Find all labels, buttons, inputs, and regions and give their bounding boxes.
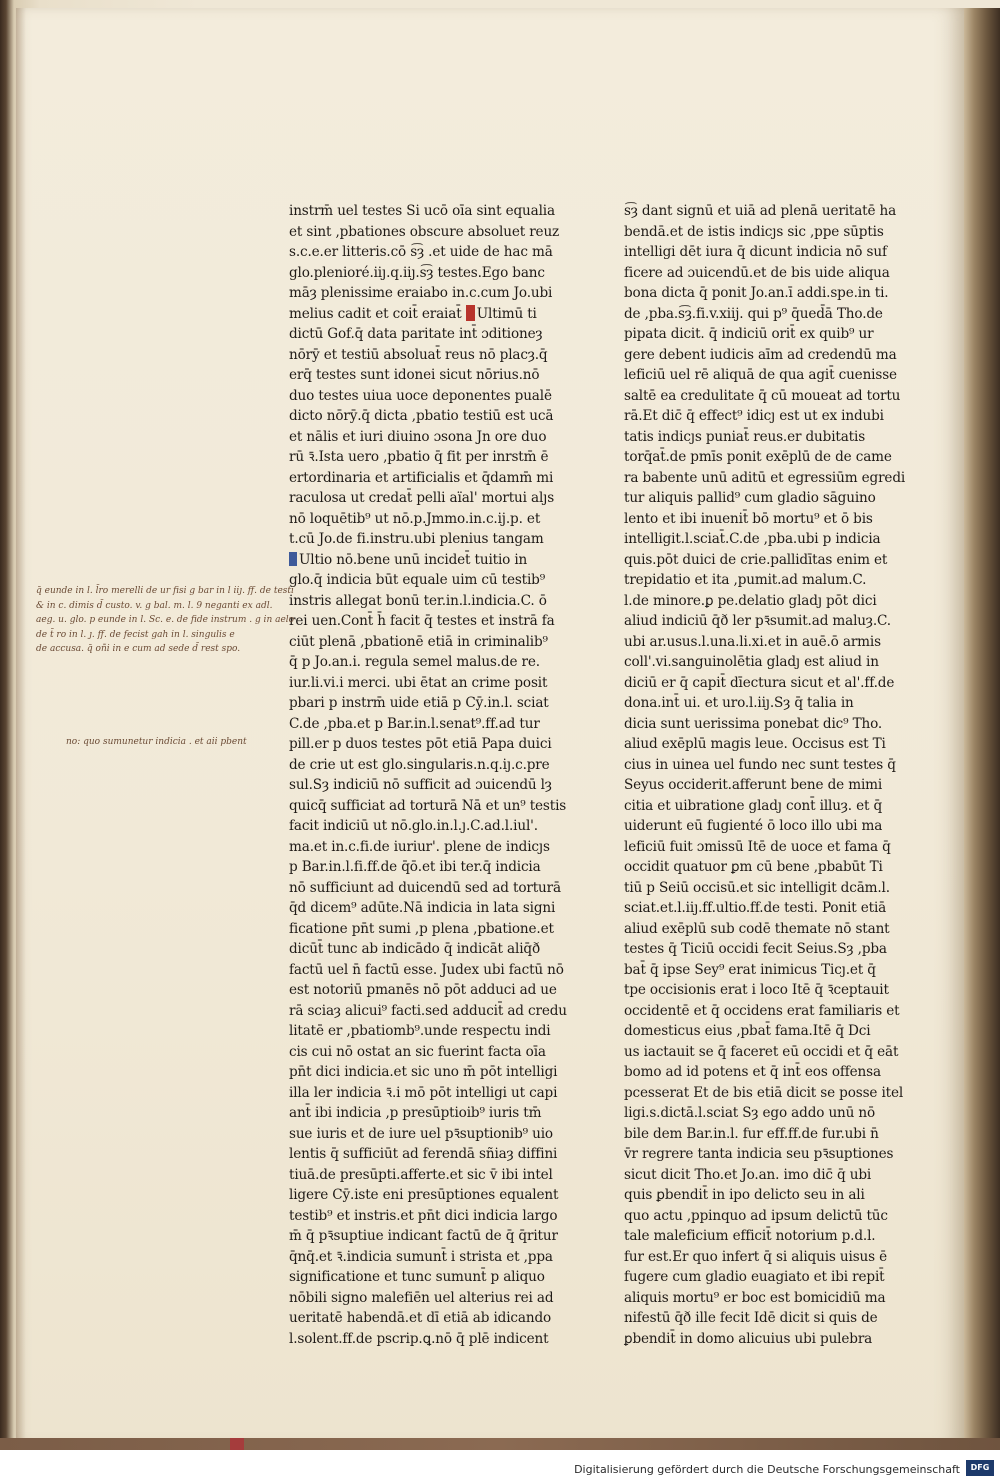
- text-line: illa ler indicia ꝛ̄.i mō pōt intelligi ut capi: [289, 1084, 558, 1101]
- text-line: ficere ad ɔuicendū.et de bis uide aliqua: [624, 264, 890, 281]
- text-line: et sint ,pbationes obscure absoluet reuz: [289, 223, 560, 240]
- text-line: m̄ q̄ pꝛ̄suptiue indicant factū de q̄ q̄ritur: [289, 1228, 558, 1244]
- text-line: l.de minore.ꝑ pe.delatio gladȷ pōt dici: [624, 592, 877, 609]
- text-line: sul.Sȝ indiciū nō sufficit ad ɔuicendū lȝ: [289, 777, 552, 793]
- text-line: cis cui nō ostat an sic fuerint facta oīa: [289, 1043, 546, 1060]
- page-edge: [964, 8, 1000, 1444]
- text-line: tatis indicȷs puniat̄ reus.er dubitatis: [624, 428, 866, 445]
- marginal-annotation-short: no: quo sumunetur indicia . et aii pbent: [66, 737, 247, 747]
- text-line: duo testes uiua uoce deponentes pualē: [289, 387, 552, 404]
- text-line: dicūt̄ tunc ab indicādo q̄ indicāt aliq̄ð: [289, 941, 540, 957]
- annotation-line: q̄ eunde in l. l̄ro merelli de ur fisi g bar in l iiȷ. ff. de testi: [36, 586, 294, 596]
- text-line: aliud exēplū sub codē themate nō stant: [624, 920, 890, 937]
- text-line: testib⁹ et instris.et pn̄t dici indicia largo: [289, 1207, 558, 1224]
- text-line: ma.et in.c.fi.de iuriur'. plene de indicȷs: [289, 838, 550, 855]
- text-line: q̄ p Jo.an.i. regula semel malus.de re.: [289, 654, 540, 670]
- text-line: ciūt plenā ,pbationē etiā in criminalib⁹: [289, 633, 548, 650]
- text-line: pill.er p duos testes pōt etiā Papa duici: [289, 736, 552, 752]
- text-line: bat̄ q̄ ipse Sey⁹ erat inimicus Ticȷ.et q̄: [624, 961, 876, 978]
- text-line: aliquis mortu⁹ er boc est bomicidiū ma: [624, 1289, 886, 1306]
- text-line: pn̄t dici indicia.et sic uno m̄ pōt intelligi: [289, 1064, 558, 1080]
- text-line: quis ꝑbendit̄ in ipo delicto seu in ali: [624, 1187, 865, 1203]
- binding-red-stripe: [230, 1438, 244, 1450]
- blue-initial-mark: [289, 552, 297, 566]
- text-line: lento et ibi inuenit̄ bō mortu⁹ et ō bis: [624, 510, 873, 527]
- text-line: pipata dicit. q̄ indiciū orit̄ ex quib⁹ ur: [624, 326, 874, 342]
- text-line: māȝ plenissime eraiabo in.c.cum Jo.ubi: [289, 285, 553, 301]
- text-line: tiuā.de presūpti.afferte.et sic v̄ ibi intel: [289, 1166, 553, 1183]
- text-line: de crie ut est glo.singularis.n.q.iȷ.c.pre: [289, 756, 550, 773]
- text-line: quicq̄ sufficiat ad torturā Nā et un⁹ testis: [289, 797, 567, 814]
- text-line: sciat.et.l.iiȷ.ff.ultio.ff.de testi. Ponit etiā: [624, 900, 887, 916]
- text-line: C.de ,pba.et p Bar.in.l.senat⁹.ff.ad tur: [289, 715, 540, 732]
- text-line: dona.int̄ ui. et uro.l.iiȷ.Sȝ q̄ talia in: [624, 695, 854, 711]
- text-line: dictū Gof.q̄ data paritate int̄ ɔditioneȝ: [289, 326, 543, 342]
- text-line: ligere Cȳ.iste eni presūptiones equalent: [289, 1187, 559, 1203]
- text-line: gere debent iudicis aīm ad credendū ma: [624, 346, 897, 363]
- text-line: ꝑbendit̄ in domo alicuius ubi pulebra: [624, 1330, 873, 1347]
- text-line: occidentē et q̄ occidens erat familiaris et: [624, 1002, 900, 1019]
- text-line: aliud exēplū magis leue. Occisus est Ti: [624, 736, 886, 752]
- text-line: rā sciaȝ alicui⁹ facti.sed adducit̄ ad credu: [289, 1002, 567, 1019]
- text-line: de ,pba.s͡ȝ.fi.v.xiij. qui p⁹ q̄ued̄ā Tho.de: [624, 305, 883, 322]
- text-line: facit indiciū ut nō.glo.in.l.ȷ.C.ad.l.iul'.: [289, 818, 538, 834]
- text-line: s͡ȝ dant signū et uiā ad plenā ueritatē ha: [624, 203, 897, 219]
- text-line: aliud indiciū q̄ð ler pꝛ̄sumit.ad maluȝ.C.: [624, 613, 891, 629]
- text-line: ubi ar.usus.l.una.li.xi.et in auē.ō armis: [624, 633, 881, 650]
- text-line: saltē ea credulitate q̄ cū moueat ad tortu: [624, 387, 901, 404]
- text-line: quo actu ,ppinquo ad ipsum delictū tūc: [624, 1207, 888, 1224]
- text-line: p Bar.in.l.fi.ff.de q̄ō.et ibi ter.q̄ indicia: [289, 859, 541, 875]
- text-line: ra babente unū aditū et egressiūm egredi: [624, 469, 906, 486]
- text-line: s.c.e.er litteris.cō s͡ȝ .et uide de hac mā: [289, 244, 553, 260]
- text-line: tpe occisionis erat i loco Itē q̄ ꝛ̄ceptauit: [624, 982, 889, 998]
- text-line: ueritatē habendā.et dī etiā ab idicando: [289, 1310, 552, 1326]
- text-line: instrm̄ uel testes Si ucō oīa sint equalia: [289, 203, 555, 219]
- text-line: ant̄ ibi indicia ,p presūptioib⁹ iuris tm̄: [289, 1105, 542, 1121]
- text-line: fugere cum gladio euagiato et ibi repit̄: [624, 1269, 885, 1285]
- annotation-line: de accusa. q̄ oñi in e cum ad sede d̄ rest spo.: [36, 644, 241, 654]
- text-line: rei uen.Cont̄ h̄ facit q̄ testes et instrā fa: [289, 613, 555, 629]
- text-line: quis.pōt duici de crie.pallidītas enim et: [624, 551, 888, 568]
- text-line: domesticus eius ,pbat̄ fama.Itē q̄ Dci: [624, 1023, 871, 1039]
- text-line: Ultio nō.bene unū incidet̄ tuitio in: [289, 550, 529, 571]
- text-line: nō sufficiunt ad duicendū sed ad torturā: [289, 879, 561, 896]
- text-line: v̄r regrere tanta indicia seu pꝛ̄suptiones: [624, 1146, 894, 1162]
- text-line: us iactauit se q̄ faceret eū occidi et q̄ eāt: [624, 1043, 899, 1060]
- dfg-logo: DFG: [966, 1460, 994, 1476]
- annotation-line: & in c. dimis d̄ custo. v. g bal. m. l. 9 neganti ex adl.: [36, 600, 273, 611]
- funding-credit: Digitalisierung gefördert durch die Deutsche Forschungsgemeinschaft: [574, 1463, 960, 1476]
- text-line: fur est.Er quo infert q̄ si aliquis uisus ē: [624, 1248, 888, 1265]
- red-initial-mark: [466, 305, 475, 321]
- text-line: iur.li.vi.i merci. ubi ētat an crime posit: [289, 674, 548, 691]
- text-line: q̄d dicem⁹ adūte.Nā indicia in lata signi: [289, 900, 556, 916]
- text-line: occidit quatuor ꝑm cū bene ,pbabūt Ti: [624, 859, 883, 875]
- text-line: bile dem Bar.in.l. fur eff.ff.de fur.ubi n̄: [624, 1125, 879, 1142]
- text-line: intelligit.l.sciat̄.C.de ,pba.ubi p indicia: [624, 531, 881, 547]
- text-line: bendā.et de istis indicȷs sic ,ppe sūptis: [624, 223, 884, 240]
- text-line: ficatione pn̄t sumi ,p plena ,pbatione.et: [289, 920, 554, 937]
- text-line: glo.q̄ indicia būt equale uim cū testib⁹: [289, 572, 546, 588]
- text-line: et nālis et iuri diuino ɔsona Jn ore duo: [289, 428, 547, 445]
- marginal-annotation: [36, 584, 295, 657]
- text-column-right: [624, 201, 906, 1349]
- text-line: diciū er q̄ capit̄ dīectura sicut et al'.ff.de: [624, 674, 895, 691]
- text-line: tale maleficium efficit̄ notorium p.d.l.: [624, 1228, 876, 1244]
- annotation-line: aeg. u. glo. p eunde in l. Sc. e. de fide instrum . g in aelo: [36, 615, 295, 625]
- text-line: pcesserat Et de bis etiā dicit se posse itel: [624, 1084, 904, 1101]
- text-line: q̄nq̄.et ꝛ̄.indicia sumunt̄ i strista et ,ppa: [289, 1248, 553, 1265]
- text-line: pbari p instrm̄ uide etiā p Cȳ.in.l. sciat: [289, 695, 549, 711]
- text-line: sicut dicit Tho.et Jo.an. imo dic̄ q̄ ubi: [624, 1166, 872, 1183]
- text-line: sue iuris et de iure uel pꝛ̄suptionib⁹ uio: [289, 1125, 553, 1142]
- text-line: testes q̄ Ticiū occidi fecit Seius.Sȝ ,pba: [624, 941, 887, 957]
- text-line: nō loquētib⁹ ut nō.p.Jmmo.in.c.ij.p. et: [289, 510, 541, 527]
- text-line: rū ꝛ̄.Ista uero ,pbatio q̄ fit per inrstm̄ ē: [289, 449, 549, 465]
- text-line: leficiū uel rē aliquā de qua agit̄ cuenisse: [624, 367, 897, 383]
- text-line: est notoriū pmanēs nō pōt adduci ad ue: [289, 982, 557, 998]
- text-line: dicto nōrȳ.q̄ dicta ,pbatio testiū est ucā: [289, 408, 554, 424]
- text-line: citia et uibratione gladȷ cont̄ illuȝ. et q̄: [624, 797, 883, 814]
- text-line: coll'.vi.sanguinolētia gladȷ est aliud in: [624, 654, 879, 670]
- text-line: dicia sunt uerissima ponebat dic⁹ Tho.: [624, 715, 883, 732]
- text-line: ligi.s.dictā.l.sciat Sȝ ego addo unū nō: [624, 1105, 876, 1121]
- text-line: cius in uinea uel fundo nec sunt testes q̄: [624, 756, 896, 773]
- text-line: raculosa ut credat̄ pelli aïal' mortui alȷs: [289, 490, 555, 506]
- book-binding: [0, 1438, 1000, 1450]
- text-line: glo.plenioré.iiȷ.q.iiȷ.s͡ȝ testes.Ego banc: [289, 264, 545, 281]
- text-line: t.cū Jo.de fi.instru.ubi plenius tangam: [289, 531, 544, 547]
- text-line: nifestū q̄ð ille fecit Idē dicit si quis de: [624, 1310, 878, 1326]
- text-line: uiderunt eū fugienté ō loco illo ubi ma: [624, 818, 883, 834]
- text-line: torq̄at̄.de pmīs ponit exēplū de de came: [624, 449, 892, 465]
- text-column-left: [289, 201, 567, 1349]
- text-line: factū uel n̄ factū esse. Judex ubi factū nō: [289, 961, 564, 978]
- text-line: Seyus occiderit.afferunt bene de mimi: [624, 777, 883, 793]
- text-line: nōrȳ et testiū absoluat̄ reus nō placȝ.q̄: [289, 346, 548, 363]
- text-line: litatē er ,pbatiomb⁹.unde respectu indi: [289, 1023, 551, 1039]
- text-line: l.solent.ff.de pscrip.ꝗ.nō q̄ plē indicent: [289, 1330, 549, 1347]
- text-line: tiū p Seiū occisū.et sic intelligit dcām.l.: [624, 879, 890, 896]
- text-line: lentis q̄ sufficiūt ad ferendā sñiaȝ diffini: [289, 1146, 558, 1162]
- text-line: melius cadit et coit̄ eraiat̄ Ultimū ti: [289, 305, 537, 322]
- text-line: leficiū fuit ɔmissū Itē de uoce et fama q̄: [624, 838, 891, 855]
- text-line: rā.Et dic̄ q̄ effect⁹ idicȷ est ut ex indubi: [624, 408, 884, 424]
- text-line: instris allegat bonū ter.in.l.indicia.C. ō: [289, 592, 547, 609]
- text-line: tur aliquis pallid⁹ cum gladio sāguino: [624, 490, 876, 506]
- text-line: ertordinaria et artificialis et q̄damm̄ mi: [289, 469, 554, 486]
- text-line: bomo ad id potens et q̄ int̄ eos offensa: [624, 1064, 881, 1080]
- text-line: intelligi dēt iura q̄ dicunt indicia nō suf: [624, 244, 887, 260]
- text-line: trepidatio et ita ,pumit.ad malum.C.: [624, 572, 867, 588]
- annotation-line: de t̄ ro in l. ȷ. ff. de fecist gah in l. singulis e: [36, 629, 235, 640]
- page-gutter-shadow: [16, 8, 26, 1444]
- text-line: erq̄ testes sunt idonei sicut nōrius.nō: [289, 367, 540, 383]
- text-line: nōbili signo malefiēn uel alterius rei ad: [289, 1289, 554, 1306]
- text-line: significatione et tunc sumunt̄ p aliquo: [289, 1269, 545, 1285]
- text-line: bona dicta q̄ ponit Jo.an.ī addi.spe.in ti.: [624, 285, 889, 301]
